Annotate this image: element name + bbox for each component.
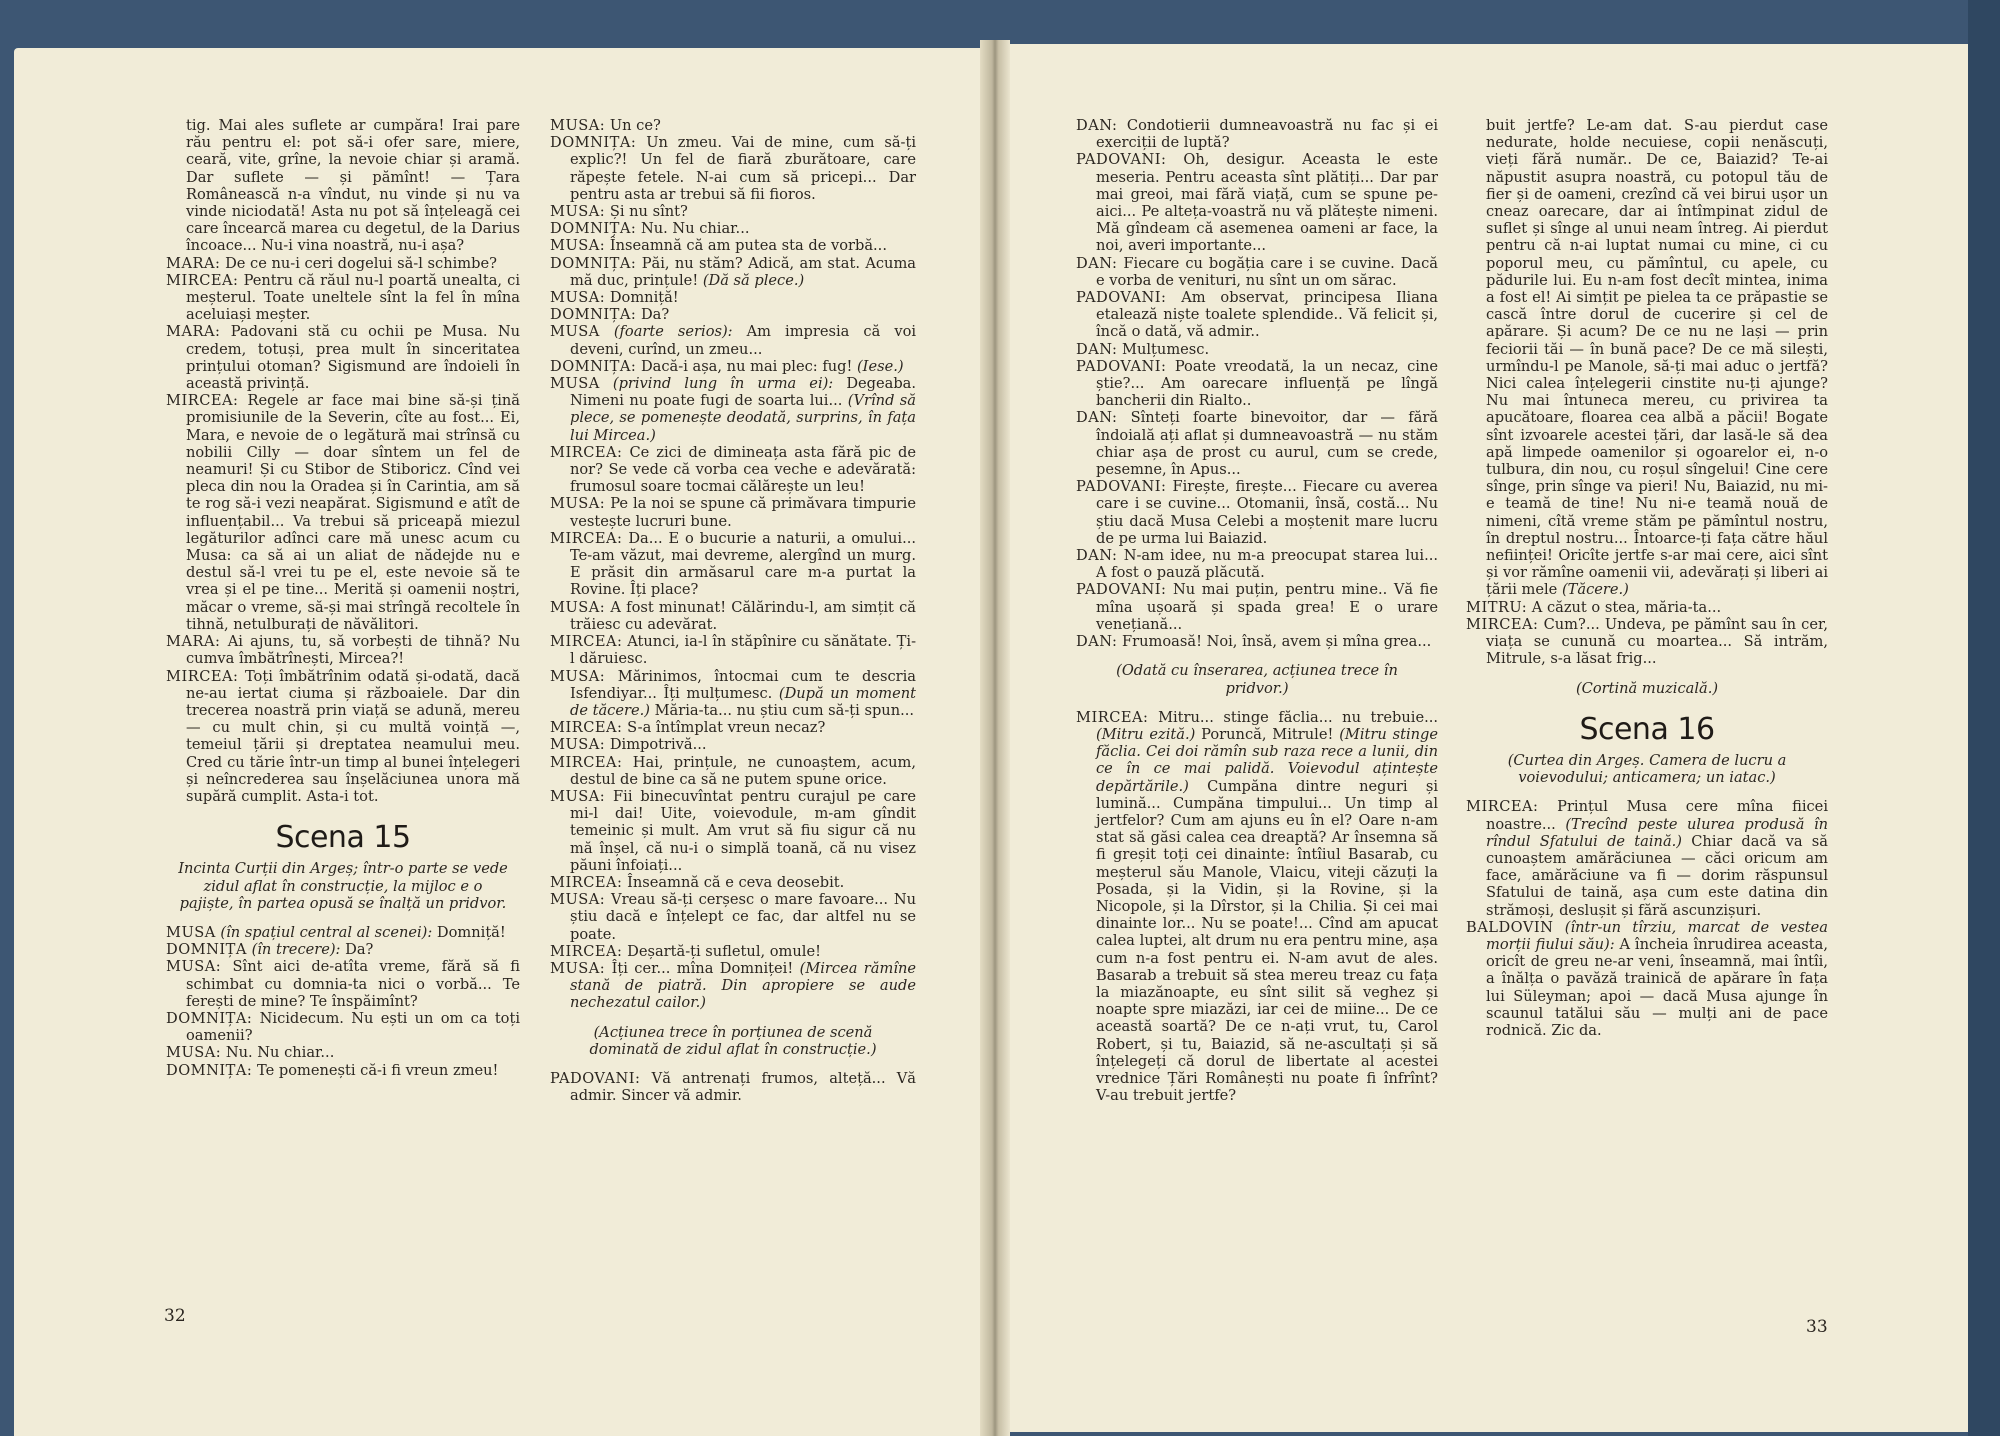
speaker-name: MUSA: [550, 667, 606, 685]
col2-stage-direction: (Acțiunea trece în porțiunea de scenă dominată de zidul aflat în construcție.) [589, 1023, 877, 1058]
speaker-name: MUSA: [550, 598, 606, 616]
dialogue-text: Toți îmbătrînim odată și-odată, dacă ne-au iertat ciuma și războaiele. Dar din trecerea noastră prin viață se adună, mereu — cu mult chin, și cu multă voință —, temeiul țării și dreptatea neamului meu. Cred cu tărie într-un timp al bunei înțelegeri și neîncrederea sau înșelăciunea unora mă supără cumplit. Asta-i tot. [186, 667, 521, 805]
speaker-name: MUSA: [550, 736, 606, 754]
book-gutter [980, 40, 1010, 1436]
speaker-name: MIRCEA: [550, 719, 623, 737]
stage-direction: (Dă să plece.) [702, 271, 805, 289]
speaker-name: MUSA: [550, 237, 606, 255]
dialogue-text: Ai ajuns, tu, să vorbești de tihnă? Nu cumva îmbătrînești, Mircea?! [186, 633, 520, 668]
dialogue-line [1076, 358, 1438, 410]
dialogue-text: Nu. Nu chiar... [225, 1044, 335, 1062]
col3-stage-direction: (Odată cu înserarea, acțiunea trece în pridvor.) [1116, 662, 1398, 697]
dialogue-text: Sînt aici de-atîta vreme, fără să fi schimbat cu domnia-ta nici o vorbă... Te ferești de mine? Te înspăimînt? [186, 958, 520, 1010]
dialogue-line [1076, 289, 1438, 341]
speaker-name: PADOVANI: [1076, 289, 1167, 307]
dialogue-line [550, 874, 916, 891]
speaker-name: DOMNIȚA [166, 941, 247, 959]
dialogue-text: Mulțumesc. [1122, 340, 1210, 358]
dialogue-line [166, 272, 520, 324]
dialogue-line [1076, 151, 1438, 254]
dialogue-line [550, 943, 916, 960]
dialogue-line [550, 719, 916, 736]
right-column-1 [1076, 117, 1438, 1104]
speaker-name: BALDOVIN [1466, 918, 1554, 936]
dialogue-text: Sînteți foarte binevoitor, dar — fără îndoială ați aflat și dumneavoastră — nu stăm chiar așa de prost cu aurul, cum se crede, pesemne, în Apus... [1096, 409, 1438, 479]
dialogue-line [550, 375, 916, 444]
dialogue-line [1076, 478, 1438, 547]
speaker-name: MUSA [550, 323, 600, 341]
dialogue-text: Nu mai puțin, pentru mine.. Vă fie mîna ușoară și spada grea! E o urare venețiană... [1096, 581, 1438, 633]
dialogue-line [1466, 616, 1828, 668]
stage-direction: (Vrînd să plece, se pomenește deodată, surprins, în fața lui Mircea.) [570, 392, 916, 444]
right-column-2 [1466, 117, 1828, 1039]
dialogue-line [1076, 547, 1438, 581]
dialogue-text: Înseamnă că e ceva deosebit. [627, 873, 845, 891]
dialogue-text: Oh, desigur. Aceasta le este meseria. Pentru aceasta sînt plătiți... Dar par mai greoi, mai fără viață, cum se spune pe-aici... Pe alteța-voastră nu vă plătește nimeni. Mă gîndeam că asemenea oameni ar face, la noi, averi importante... [1096, 151, 1438, 255]
book-cover-edge [1968, 0, 2000, 1436]
dialogue-line [550, 754, 916, 788]
dialogue-line [1466, 117, 1828, 599]
dialogue-text: Da? [640, 306, 670, 324]
stage-direction: (într-un tîrziu, marcat de vestea morții fiului său): [1486, 918, 1829, 953]
dialogue-text: N-am idee, nu m-a preocupat starea lui... A fost o pauză plăcută. [1096, 547, 1438, 582]
dialogue-text: Am impresia că voi deveni, curînd, un zmeu... [570, 323, 917, 358]
dialogue-text: Chiar dacă va să cunoaștem amărăciunea — căci oricum am face, amărăciune va fi — dorim răspunsul Sfatului de taină, așa cum este datina din strămoși, deslușit și fără ascunzișuri. [1486, 832, 1828, 919]
speaker-name: MITRU: [1466, 598, 1528, 616]
dialogue-line [166, 668, 520, 806]
speaker-name: MUSA: [166, 1044, 222, 1062]
dialogue-text: Am observat, principesa Iliana etalează niște toalete splendide.. Vă felicit și, încă o dată, vă admir.. [1096, 289, 1438, 341]
dialogue-text: Frumoasă! Noi, însă, avem și mîna grea... [1122, 633, 1432, 651]
dialogue-text: Degeaba. Nimeni nu poate fugi de soarta lui... [570, 375, 917, 410]
dialogue-text: Padovani stă cu ochii pe Musa. Nu credem, totuși, prea mult în sinceritatea prințului otoman? Sigismund are îndoieli în această privință. [186, 323, 520, 393]
dialogue-text: Și nu sînt? [609, 203, 688, 221]
dialogue-line [1076, 409, 1438, 478]
speaker-name: DOMNIȚA: [550, 306, 637, 324]
dialogue-line [1076, 255, 1438, 289]
dialogue-text: Un ce? [609, 117, 661, 134]
dialogue-text: Domniță! [436, 923, 506, 941]
stage-direction: (foarte serios): [613, 323, 733, 341]
dialogue-text: Condotierii dumneavoastră nu fac și ei exerciții de luptă? [1096, 117, 1438, 152]
dialogue-text: Fiecare cu bogăția care i se cuvine. Dacă e vorba de venituri, nu sînt un om sărac. [1096, 254, 1438, 289]
speaker-name: MIRCEA: [1076, 708, 1149, 726]
dialogue-text: Firește, firește... Fiecare cu averea care i se cuvine... Otomanii, însă, costă... Nu știu dacă Musa Celebi a moștenit mare lucru de pe urma lui Baiazid. [1096, 478, 1439, 547]
dialogue-text: Te pomenești că-i fi vreun zmeu! [256, 1061, 499, 1079]
dialogue-line [550, 1070, 916, 1104]
speaker-name: DAN: [1076, 633, 1118, 651]
dialogue-line [166, 255, 520, 272]
stage-direction: (Mircea rămîne stană de piatră. Din apropiere se aude nechezatul cailor.) [570, 959, 917, 1012]
speaker-name: MUSA: [166, 958, 222, 976]
speaker-name: MUSA [166, 923, 216, 941]
dialogue-line [550, 668, 916, 720]
dialogue-line [550, 736, 916, 753]
speaker-name: MUSA [550, 375, 600, 393]
dialogue-line [166, 633, 520, 667]
left-column-1 [166, 117, 520, 1079]
dialogue-line [550, 203, 916, 220]
dialogue-text: Fii binecuvîntat pentru curajul pe care mi-l dai! Uite, voievodule, m-am gîndit temeinic și mult. Am vrut să fiu sigur că nu mă înșel, că nu-i o simplă toană, că nu visez păuni înfoiați... [570, 787, 916, 874]
dialogue-text: A încheia înrudirea aceasta, oricît de greu ne-ar veni, înseamnă, mai întîi, a înălța o pavăză trainică de apărare în fața lui Süleyman; apoi — dacă Musa ajunge în scaunul tatălui său — mulți ani de pace rodnică. Zic da. [1486, 935, 1828, 1039]
stage-direction: (privind lung în urma ei): [612, 375, 834, 393]
dialogue-text: Ce zici de dimineața asta fără pic de nor? Se vede că vorba cea veche e adevărată: frumosul soare tocmai călărește un leu! [570, 443, 917, 496]
dialogue-line [550, 633, 916, 667]
dialogue-line [166, 941, 520, 958]
dialogue-text: Da? [345, 941, 374, 959]
speaker-name: DOMNIȚA: [166, 1009, 253, 1027]
speaker-name: DAN: [1076, 409, 1118, 427]
dialogue-text: Păi, nu stăm? Adică, am stat. Acuma mă duc, prințule! [570, 254, 916, 289]
dialogue-text: Înseamnă că am putea sta de vorbă... [609, 237, 887, 255]
dialogue-line [1076, 117, 1438, 151]
page-number-left: 32 [164, 1306, 186, 1326]
dialogue-line [550, 117, 916, 134]
speaker-name: PADOVANI: [1076, 151, 1167, 169]
dialogue-line [550, 134, 916, 203]
page-number-right: 33 [1806, 1317, 1828, 1337]
speaker-name: DAN: [1076, 547, 1118, 565]
dialogue-line [550, 599, 916, 633]
dialogue-text: Poate vreodată, la un necaz, cine știe?... Am oarecare influență pe lîngă bancherii din Rialto.. [1096, 357, 1438, 410]
dialogue-text: A căzut o stea, măria-ta... [1531, 598, 1722, 616]
speaker-name: DAN: [1076, 340, 1118, 358]
dialogue-text: Vă antrenați frumos, alteță... Vă admir. Sincer vă admir. [570, 1069, 917, 1105]
stage-direction: (După un moment de tăcere.) [570, 684, 916, 719]
dialogue-line [550, 444, 916, 496]
dialogue-line [1466, 599, 1828, 616]
dialogue-line [1076, 709, 1438, 1105]
speaker-name: MIRCEA: [550, 873, 623, 891]
speaker-name: MIRCEA: [550, 753, 623, 771]
stage-direction: (Tăcere.) [1561, 581, 1629, 599]
dialogue-line [166, 117, 520, 255]
speaker-name: MIRCEA: [550, 529, 623, 547]
dialogue-line [166, 924, 520, 941]
dialogue-line [550, 255, 916, 289]
dialogue-line [1076, 341, 1438, 358]
dialogue-line [550, 788, 916, 874]
dialogue-line [550, 289, 916, 306]
speaker-name: DOMNIȚA: [550, 220, 637, 238]
dialogue-text: Mărinimos, întocmai cum te descria Isfendiyar... Îți mulțumesc. [570, 667, 916, 702]
speaker-name: MIRCEA: [550, 443, 623, 461]
dialogue-line [550, 495, 916, 529]
dialogue-line [550, 358, 916, 375]
speaker-name: MARA: [166, 633, 221, 651]
dialogue-text: Prințul Musa cere mîna fiicei noastre... [1486, 798, 1828, 833]
dialogue-line [1466, 919, 1828, 1039]
dialogue-line [166, 392, 520, 633]
dialogue-text: Pe la noi se spune că primăvara timpurie vestește lucruri bune. [570, 495, 916, 530]
stage-direction: (Mitru stinge făclia. Cei doi rămîn sub raza rece a lunii, din ce în ce mai palidă. Voievodul ațintește depărtările.) [1096, 725, 1439, 795]
speaker-name: PADOVANI: [550, 1069, 641, 1087]
dialogue-text: Dacă-i așa, nu mai plec: fug! [640, 357, 853, 375]
speaker-name: MUSA: [550, 203, 606, 221]
dialogue-line [550, 220, 916, 237]
dialogue-text: Deșartă-ți sufletul, omule! [627, 942, 821, 960]
dialogue-text: Dimpotrivă... [609, 736, 707, 754]
speaker-name: MUSA: [550, 959, 606, 977]
speaker-name: MARA: [166, 323, 221, 341]
dialogue-line [550, 306, 916, 323]
dialogue-line [166, 323, 520, 392]
speaker-name: PADOVANI: [1076, 478, 1167, 496]
dialogue-text: Nu. Nu chiar... [640, 220, 750, 238]
dialogue-line [1076, 581, 1438, 633]
dialogue-text: A fost minunat! Călărindu-l, am simțit că trăiesc cu adevărat. [570, 598, 916, 633]
speaker-name: MIRCEA: [1466, 615, 1539, 633]
dialogue-text: S-a întîmplat vreun necaz? [627, 719, 826, 737]
dialogue-line [550, 891, 916, 943]
dialogue-text: Vreau să-ți cerșesc o mare favoare... Nu știu dacă e înțelept ce fac, dar altfel nu se poate. [570, 891, 916, 943]
speaker-name: DOMNIȚA: [166, 1061, 253, 1079]
dialogue-line [166, 958, 520, 1010]
speaker-name: MUSA: [550, 891, 606, 909]
speaker-name: DOMNIȚA: [550, 254, 637, 272]
dialogue-text: Îți cer... mîna Domniței! [611, 959, 794, 977]
scene-16-stage-direction: (Curtea din Argeș. Camera de lucru a voievodului; anticamera; un iatac.) [1507, 751, 1787, 787]
dialogue-text: Poruncă, Mitrule! [1201, 725, 1334, 743]
speaker-name: PADOVANI: [1076, 357, 1167, 375]
dialogue-text: Cum?... Undeva, pe pămînt sau în cer, viața se cunună cu moartea... Să intrăm, Mitrule, s-a lăsat frig... [1486, 615, 1828, 668]
dialogue-line [550, 960, 916, 1012]
dialogue-text: Nicidecum. Nu ești un om ca toți oamenii? [186, 1009, 520, 1045]
speaker-name: MUSA: [550, 787, 606, 805]
speaker-name: MIRCEA: [550, 942, 623, 960]
dialogue-text: Regele ar face mai bine să-și țină promisiunile de la Severin, cîte au fost... Ei, Mara, e nevoie de o legătură mai strînsă cu nobilii Cilly — doar sîntem un fel de neamuri! Și cu Stibor de Stiboricz. Cînd vei pleca din nou la Oradea și în Carintia, am să te rog să-i vezi neapărat. Sigismund e atît de influențabil... Va trebui să priceapă miezul legăturilor adînci care mă unesc acum cu Musa: ca să ai un aliat de nădejde nu e destul să-l vrei tu pe el, este nevoie să te vrea și el pe tine... Merită și oamenii noștri, măcar o vreme, să-și mai strîngă recoltele în tihnă, netulburați de năvălitori. [186, 392, 520, 633]
speaker-name: MIRCEA: [1466, 798, 1539, 816]
col4-stage-direction: (Cortină muzicală.) [1575, 679, 1719, 697]
stage-direction: (Trecînd peste ulurea produsă în rîndul Sfatului de taină.) [1486, 815, 1829, 850]
dialogue-text: Un zmeu. Vai de mine, cum să-ți explic?! Un fel de fiară zburătoare, care răpește fetele. N-ai cum să pricepi... Dar pentru asta ar trebui să fii fioros. [570, 134, 916, 203]
speaker-name: MIRCEA: [166, 392, 239, 410]
speaker-name: MUSA: [550, 289, 606, 307]
dialogue-line [550, 530, 916, 599]
dialogue-text: De ce nu-i ceri dogelui să-l schimbe? [225, 254, 497, 272]
speaker-name: MARA: [166, 254, 221, 272]
speaker-name: MUSA: [550, 495, 606, 513]
dialogue-line [166, 1044, 520, 1061]
speaker-name: DOMNIȚA: [550, 134, 637, 152]
speaker-name: MUSA: [550, 117, 606, 134]
speaker-name: MIRCEA: [550, 633, 623, 651]
dialogue-text: Domniță! [609, 289, 679, 307]
dialogue-line [166, 1062, 520, 1079]
stage-direction: (în trecere): [251, 941, 341, 959]
left-column-2 [550, 117, 916, 1104]
dialogue-text: Cumpăna dintre neguri și lumină... Cumpăna timpului... Un timp al jertfelor? Cum am ajuns eu în el? Oare n-am stat să găsi calea cea dreaptă? Ar însemna să fi greșit toți cei dinainte: întîiul Basarab, cu meșterul său Manole, Vlaicu, viteji căzuți la Posada, și la Vidin, și la Rovine, și la Nicopole, și la Dîrstor, și la Chilia. Și cei mai dinainte lor... Nu se poate!... Cînd am apucat calea luptei, alt drum nu era pentru mine, așa cum n-a fost pentru ei. N-am avut de ales. Basarab a trebuit să stea mereu treaz cu fața la miazănoapte, eu sînt silit să veghez și noapte spre miazăzi, iar cei de miine... De ce această soartă? De ce n-ați vrut, tu, Carol Robert, și tu, Baiazid, să ne-ascultați și să înțelegeți că dorul de libertate al acestei vrednice Țări Românești nu poate fi înfrînt? V-au trebuit jertfe? [1096, 777, 1438, 1105]
dialogue-text: Atunci, ia-l în stăpînire cu sănătate. Ți-l dăruiesc. [570, 633, 917, 668]
dialogue-line [1076, 633, 1438, 650]
dialogue-text: tig. Mai ales suflete ar cumpăra! Irai pare rău pentru el: pot să-i ofer sare, miere, ceară, vite, grîne, la nevoie chiar și aramă. Dar suflete — și pămînt! — Țara Românească n-a vîndut, nu vinde și nu va vinde niciodată! Asta nu pot să înțeleagă cei care încearcă marea cu degetul, de la Darius încoace... Nu-i vina noastră, nu-i așa? [186, 117, 520, 255]
dialogue-line [1466, 798, 1828, 918]
speaker-name: DAN: [1076, 117, 1118, 134]
dialogue-text: Hai, prințule, ne cunoaștem, acum, destul de bine ca să ne putem spune orice. [570, 753, 916, 788]
stage-direction: (în spațiul central al scenei): [220, 923, 433, 941]
speaker-name: PADOVANI: [1076, 581, 1167, 599]
speaker-name: MIRCEA: [166, 271, 239, 289]
dialogue-line [550, 323, 916, 357]
dialogue-text: Măria-ta... nu știu cum să-ți spun... [654, 701, 915, 719]
speaker-name: DAN: [1076, 254, 1118, 272]
scene-15-title: Scena 15 [275, 820, 411, 856]
dialogue-text: buit jertfe? Le-am dat. S-au pierdut case nedurate, holde necuiese, copii nenăscuți, vieți fără număr.. De ce, Baiazid? Te-ai năpustit asupra noastră, cu potopul tău de fier și de oameni, crezînd că vei birui ușor un cneaz oarecare, dar ai întîmpinat zidul de suflet și sînge al unui neam întreg. Ai pierdut pentru că n-ai luptat numai cu mine, ci cu poporul meu, cu pămîntul, cu apele, cu pădurile lui. Eu n-am fost decît mintea, inima a fost el! Ai simțit pe pielea ta ce prăpastie se cască între dorul de cucerire și cel de apărare. Și acum? De ce nu ne lași — prin feciorii tăi — în bună pace? De ce mă silești, urmîndu-l pe Manole, să-ți mai aduc o jertfă? Nici calea înțelegerii cinstite nu-ți ajunge? Nu mai întuneca mereu, cu privirea ta apucătoare, floarea cea albă a păcii! Bogate sînt izvoarele acestei țări, dar lasă-le să dea apă limpede oamenilor și ogoarelor ei, n-o tulbura, din nou, cu roșul sîngelui! Cine cere sînge, prin sînge va pieri! Nu, Baiazid, nu mi-e teamă de tine! Nu ni-e teamă nouă de nimeni, cîtă vreme stăm pe pămîntul nostru, în dreptul nostru... Întoarce-ți fața către hăul neființei! Oricîte jertfe s-ar mai cere, aici sînt și vor rămîne oamenii vii, adevărați și liberi ai țării mele [1486, 117, 1828, 599]
speaker-name: DOMNIȚA: [550, 357, 637, 375]
speaker-name: MIRCEA: [166, 667, 239, 685]
dialogue-text: Mitru... stinge făclia... nu trebuie... [1158, 708, 1438, 726]
scene-16-title: Scena 16 [1579, 711, 1715, 747]
dialogue-line [166, 1010, 520, 1044]
stage-direction: (Iese.) [856, 357, 904, 375]
dialogue-text: Pentru că răul nu-l poartă unealta, ci meșterul. Toate uneltele sînt la fel în mîna aceluiași meșter. [186, 271, 520, 324]
dialogue-line [550, 237, 916, 254]
scene-15-stage-direction: Incinta Curții din Argeș; într-o parte se vede zidul aflat în construcție, la mijloc e o pajiște, în partea opusă se înalță un pridvor. [178, 860, 508, 912]
stage-direction: (Mitru ezită.) [1096, 725, 1196, 743]
dialogue-text: Da... E o bucurie a naturii, a omului... Te-am văzut, mai devreme, alergînd un murg. E prăsit din armăsarul care m-a purtat la Rovine. Îți place? [570, 529, 917, 599]
